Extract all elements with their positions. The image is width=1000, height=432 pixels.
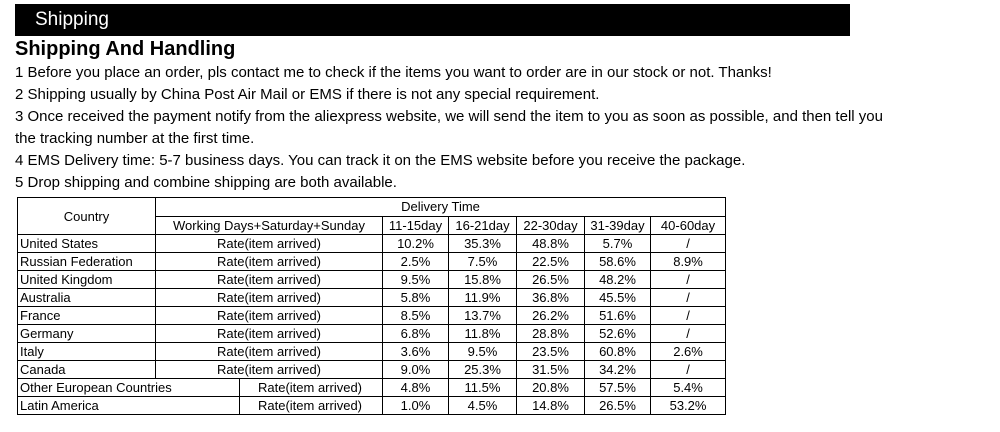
rate-value-cell: 53.2% xyxy=(651,397,726,415)
country-cell: Other European Countries xyxy=(18,379,240,397)
table-row xyxy=(18,289,726,307)
rate-label-cell: Rate(item arrived) xyxy=(156,361,383,379)
rate-value-cell: 5.8% xyxy=(383,289,449,307)
table-row xyxy=(18,343,726,361)
rate-label-cell: Rate(item arrived) xyxy=(156,343,383,361)
rate-value-cell: 23.5% xyxy=(517,343,585,361)
country-cell: Italy xyxy=(18,343,156,361)
country-cell: Canada xyxy=(18,361,156,379)
rate-value-cell: 36.8% xyxy=(517,289,585,307)
rate-value-cell: 48.8% xyxy=(517,235,585,253)
rate-value-cell: 48.2% xyxy=(585,271,651,289)
rate-value-cell: 4.8% xyxy=(383,379,449,397)
rate-label-cell: Rate(item arrived) xyxy=(240,379,383,397)
column-header: 11-15day xyxy=(383,216,449,235)
rate-value-cell: / xyxy=(651,235,726,253)
country-cell: Germany xyxy=(18,325,156,343)
rate-value-cell: / xyxy=(651,325,726,343)
rate-value-cell: / xyxy=(651,307,726,325)
table-row xyxy=(18,235,726,253)
rate-value-cell: 2.5% xyxy=(383,253,449,271)
section-header-label: Shipping xyxy=(35,9,109,30)
table-row xyxy=(18,379,726,397)
table-row xyxy=(18,253,726,271)
rate-value-cell: 13.7% xyxy=(449,307,517,325)
rate-label-cell: Rate(item arrived) xyxy=(156,253,383,271)
rate-value-cell: 2.6% xyxy=(651,343,726,361)
rate-value-cell: 3.6% xyxy=(383,343,449,361)
delivery-rate-table xyxy=(17,197,726,415)
country-cell: France xyxy=(18,307,156,325)
rate-value-cell: 26.5% xyxy=(517,271,585,289)
rate-value-cell: 51.6% xyxy=(585,307,651,325)
column-header: 16-21day xyxy=(449,216,517,235)
rate-value-cell: 4.5% xyxy=(449,397,517,415)
section-header-bar xyxy=(15,4,850,36)
shipping-notes xyxy=(15,62,995,194)
table-row xyxy=(18,325,726,343)
rate-value-cell: 15.8% xyxy=(449,271,517,289)
rate-value-cell: 11.5% xyxy=(449,379,517,397)
rate-value-cell: 11.9% xyxy=(449,289,517,307)
rate-value-cell: 28.8% xyxy=(517,325,585,343)
rate-value-cell: 9.5% xyxy=(383,271,449,289)
rate-value-cell: / xyxy=(651,289,726,307)
rate-value-cell: 26.5% xyxy=(585,397,651,415)
note-line: the tracking number at the first time. xyxy=(15,130,255,147)
table-row xyxy=(18,271,726,289)
rate-value-cell: 45.5% xyxy=(585,289,651,307)
delivery-time-header: Delivery Time xyxy=(156,198,726,217)
rate-label-cell: Rate(item arrived) xyxy=(156,289,383,307)
rate-value-cell: 14.8% xyxy=(517,397,585,415)
column-header: 31-39day xyxy=(585,216,651,235)
rate-label-cell: Rate(item arrived) xyxy=(156,271,383,289)
rate-value-cell: / xyxy=(651,271,726,289)
note-line: 2 Shipping usually by China Post Air Mail or EMS if there is not any special requirement. xyxy=(15,86,600,103)
country-cell: United States xyxy=(18,235,156,253)
note-line: 4 EMS Delivery time: 5-7 business days. You can track it on the EMS website before you receive the package. xyxy=(15,152,746,169)
rate-value-cell: 57.5% xyxy=(585,379,651,397)
rate-label-cell: Rate(item arrived) xyxy=(156,235,383,253)
rate-value-cell: 20.8% xyxy=(517,379,585,397)
rate-label-cell: Rate(item arrived) xyxy=(156,307,383,325)
rate-value-cell: 52.6% xyxy=(585,325,651,343)
rate-value-cell: 58.6% xyxy=(585,253,651,271)
rate-value-cell: 34.2% xyxy=(585,361,651,379)
rate-value-cell: 5.7% xyxy=(585,235,651,253)
table-row xyxy=(18,361,726,379)
rate-value-cell: 6.8% xyxy=(383,325,449,343)
country-cell: Latin America xyxy=(18,397,240,415)
rate-value-cell: 8.5% xyxy=(383,307,449,325)
table-row xyxy=(18,307,726,325)
column-header: 22-30day xyxy=(517,216,585,235)
rate-value-cell: 60.8% xyxy=(585,343,651,361)
rate-value-cell: 26.2% xyxy=(517,307,585,325)
note-line: 1 Before you place an order, pls contact me to check if the items you want to order are in our stock or not. Thanks! xyxy=(15,64,772,81)
rate-value-cell: 22.5% xyxy=(517,253,585,271)
country-cell: Australia xyxy=(18,289,156,307)
note-line: 5 Drop shipping and combine shipping are both available. xyxy=(15,174,397,191)
rate-value-cell: 7.5% xyxy=(449,253,517,271)
rate-value-cell: 9.5% xyxy=(449,343,517,361)
working-days-header: Working Days+Saturday+Sunday xyxy=(156,216,383,235)
rate-value-cell: / xyxy=(651,361,726,379)
rate-value-cell: 1.0% xyxy=(383,397,449,415)
rate-label-cell: Rate(item arrived) xyxy=(240,397,383,415)
rate-label-cell: Rate(item arrived) xyxy=(156,325,383,343)
rate-value-cell: 31.5% xyxy=(517,361,585,379)
rate-value-cell: 5.4% xyxy=(651,379,726,397)
column-header: 40-60day xyxy=(651,216,726,235)
country-cell: Russian Federation xyxy=(18,253,156,271)
country-cell: United Kingdom xyxy=(18,271,156,289)
rate-value-cell: 8.9% xyxy=(651,253,726,271)
rate-value-cell: 35.3% xyxy=(449,235,517,253)
rate-value-cell: 9.0% xyxy=(383,361,449,379)
page-title: Shipping And Handling xyxy=(15,38,236,60)
country-header: Country xyxy=(18,198,156,235)
rate-value-cell: 10.2% xyxy=(383,235,449,253)
rate-value-cell: 25.3% xyxy=(449,361,517,379)
table-row xyxy=(18,397,726,415)
rate-value-cell: 11.8% xyxy=(449,325,517,343)
note-line: 3 Once received the payment notify from the aliexpress website, we will send the item to you as soon as possible, and then tell you xyxy=(15,108,883,125)
